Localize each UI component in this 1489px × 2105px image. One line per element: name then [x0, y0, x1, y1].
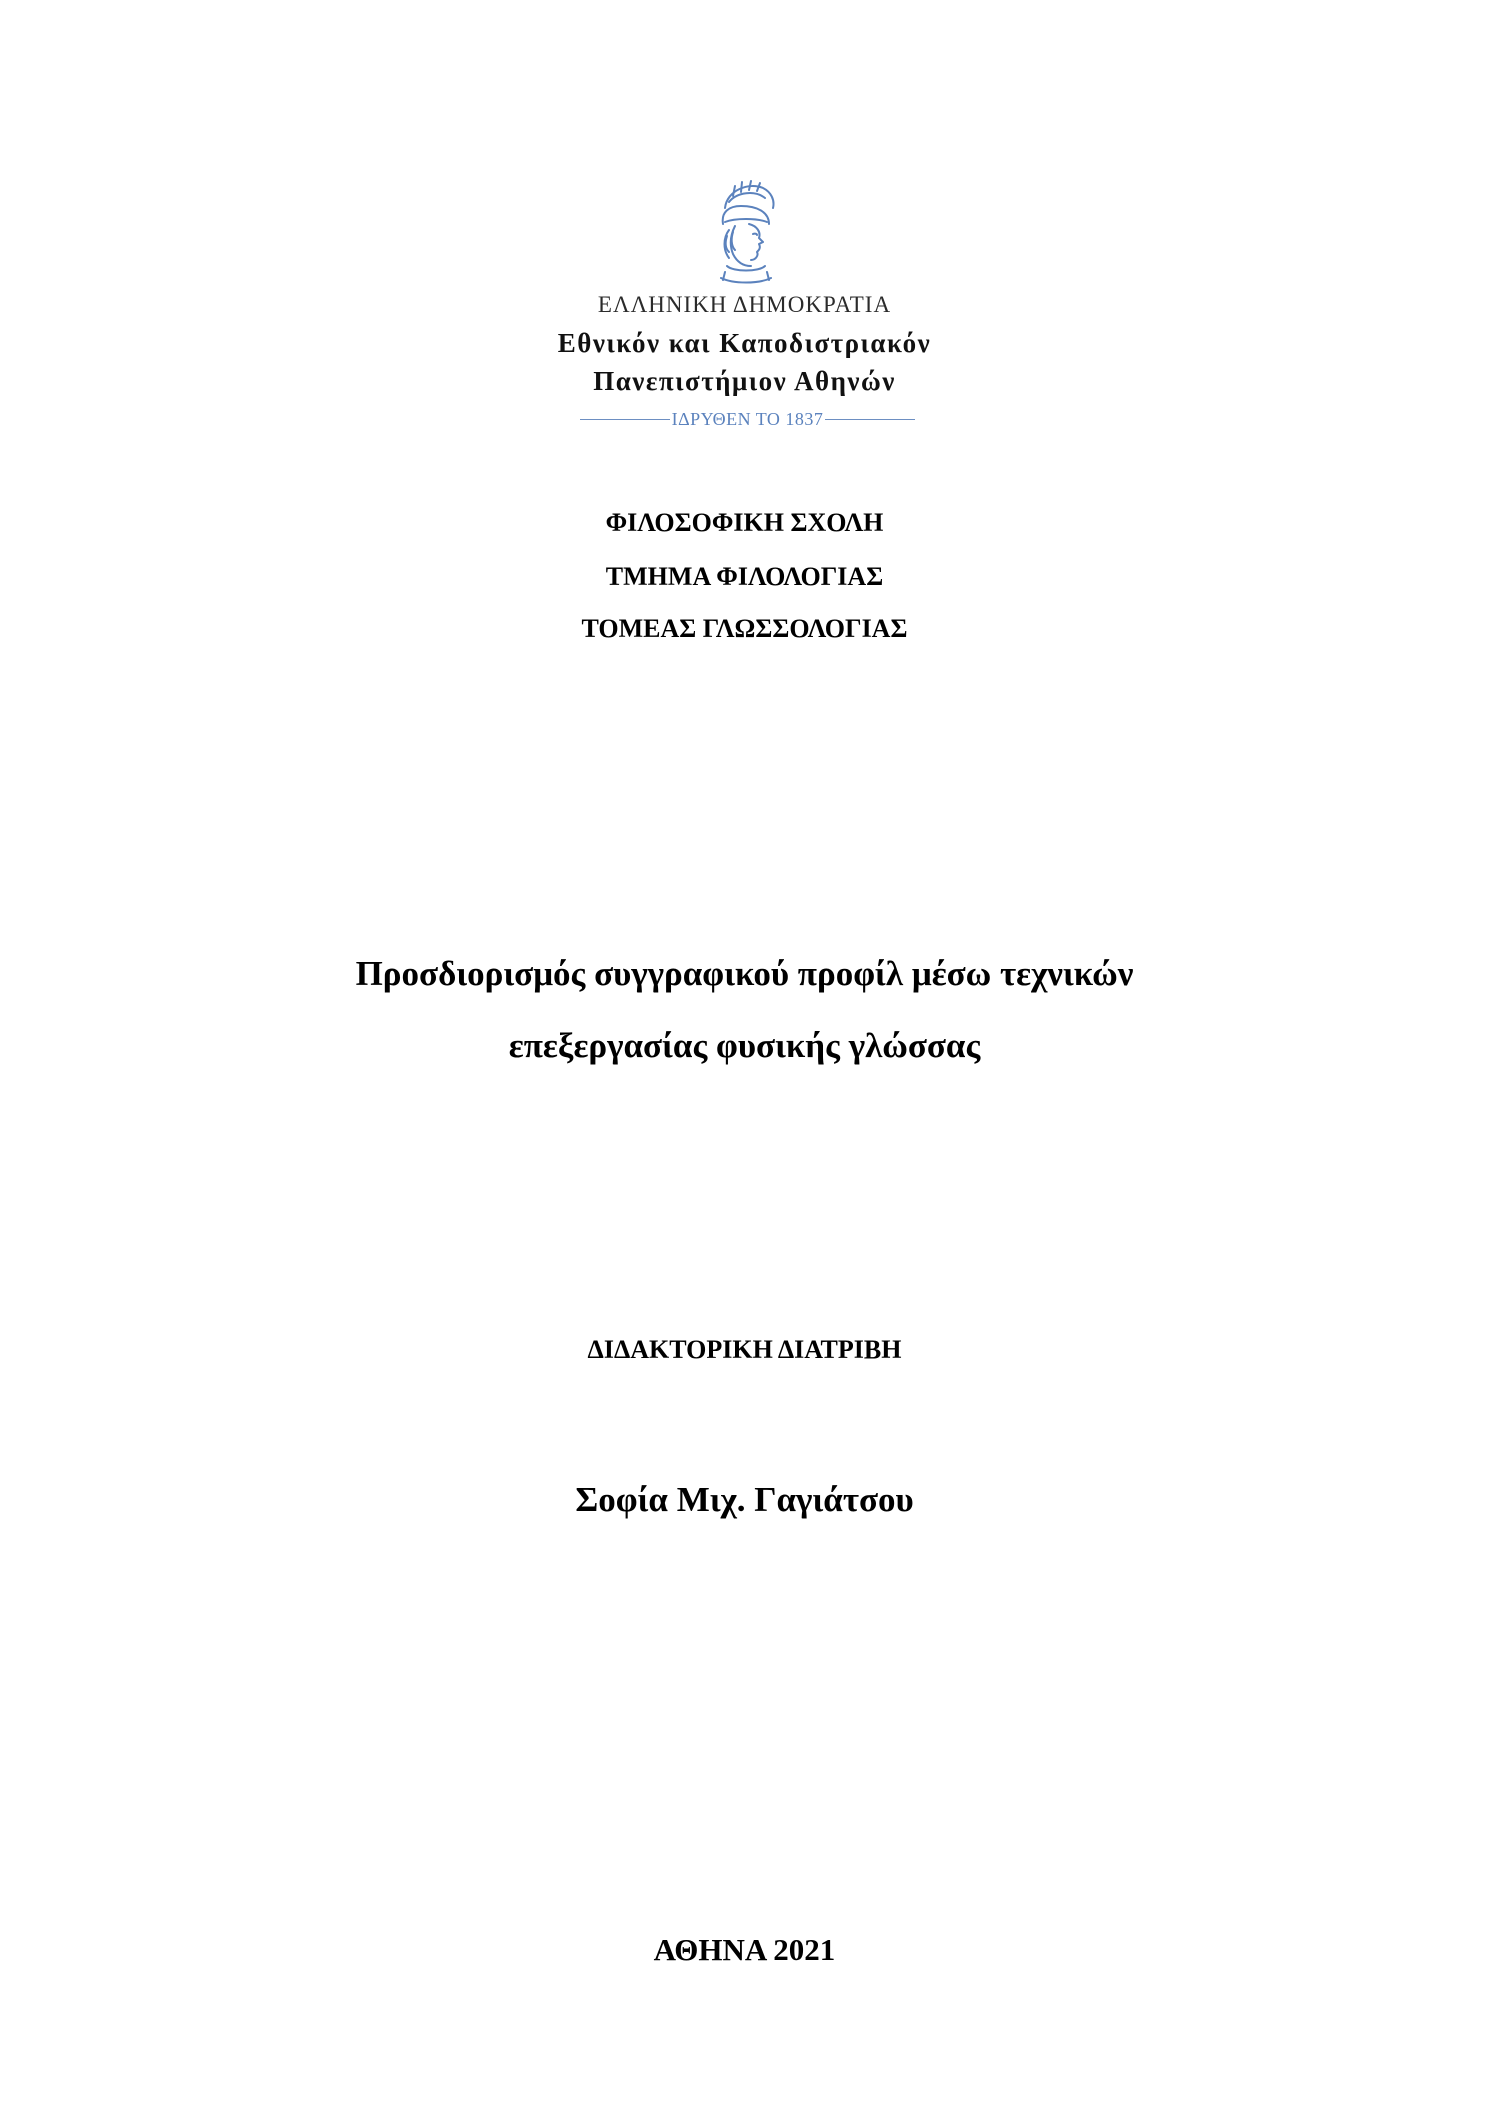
document-type: ΔΙΔΑΚΤΟΡΙΚΗ ΔΙΑΤΡΙΒΗ: [587, 1335, 902, 1364]
school-name: ΦΙΛΟΣΟΦΙΚΗ ΣΧΟΛΗ: [605, 508, 884, 537]
founded-rule-left: [580, 419, 670, 420]
university-seal-icon: [705, 178, 787, 288]
place-year: ΑΘΗΝΑ 2021: [653, 1932, 836, 1967]
author-name: Σοφία Μιχ. Γαγιάτσου: [575, 1480, 914, 1519]
founded-rule-right: [825, 419, 915, 420]
thesis-title-line-1: Προσδιορισμός συγγραφικού προφίλ μέσω τεχνικών: [355, 954, 1134, 993]
founded-label: ΙΔΡΥΘΕΝ ΤΟ 1837: [671, 408, 824, 429]
university-name-line-2: Πανεπιστήμιον Αθηνών: [593, 366, 896, 396]
department-name: ΤΜΗΜΑ ΦΙΛΟΛΟΓΙΑΣ: [605, 562, 884, 591]
section-name: ΤΟΜΕΑΣ ΓΛΩΣΣΟΛΟΓΙΑΣ: [581, 614, 908, 643]
university-name-line-1: Εθνικόν και Καποδιστριακόν: [557, 328, 932, 358]
founded-banner: [580, 406, 915, 432]
republic-label: ΕΛΛΗΝΙΚΗ ΔΗΜΟΚΡΑΤΙΑ: [597, 292, 892, 317]
thesis-title-line-2: επεξεργασίας φυσικής γλώσσας: [508, 1026, 981, 1065]
